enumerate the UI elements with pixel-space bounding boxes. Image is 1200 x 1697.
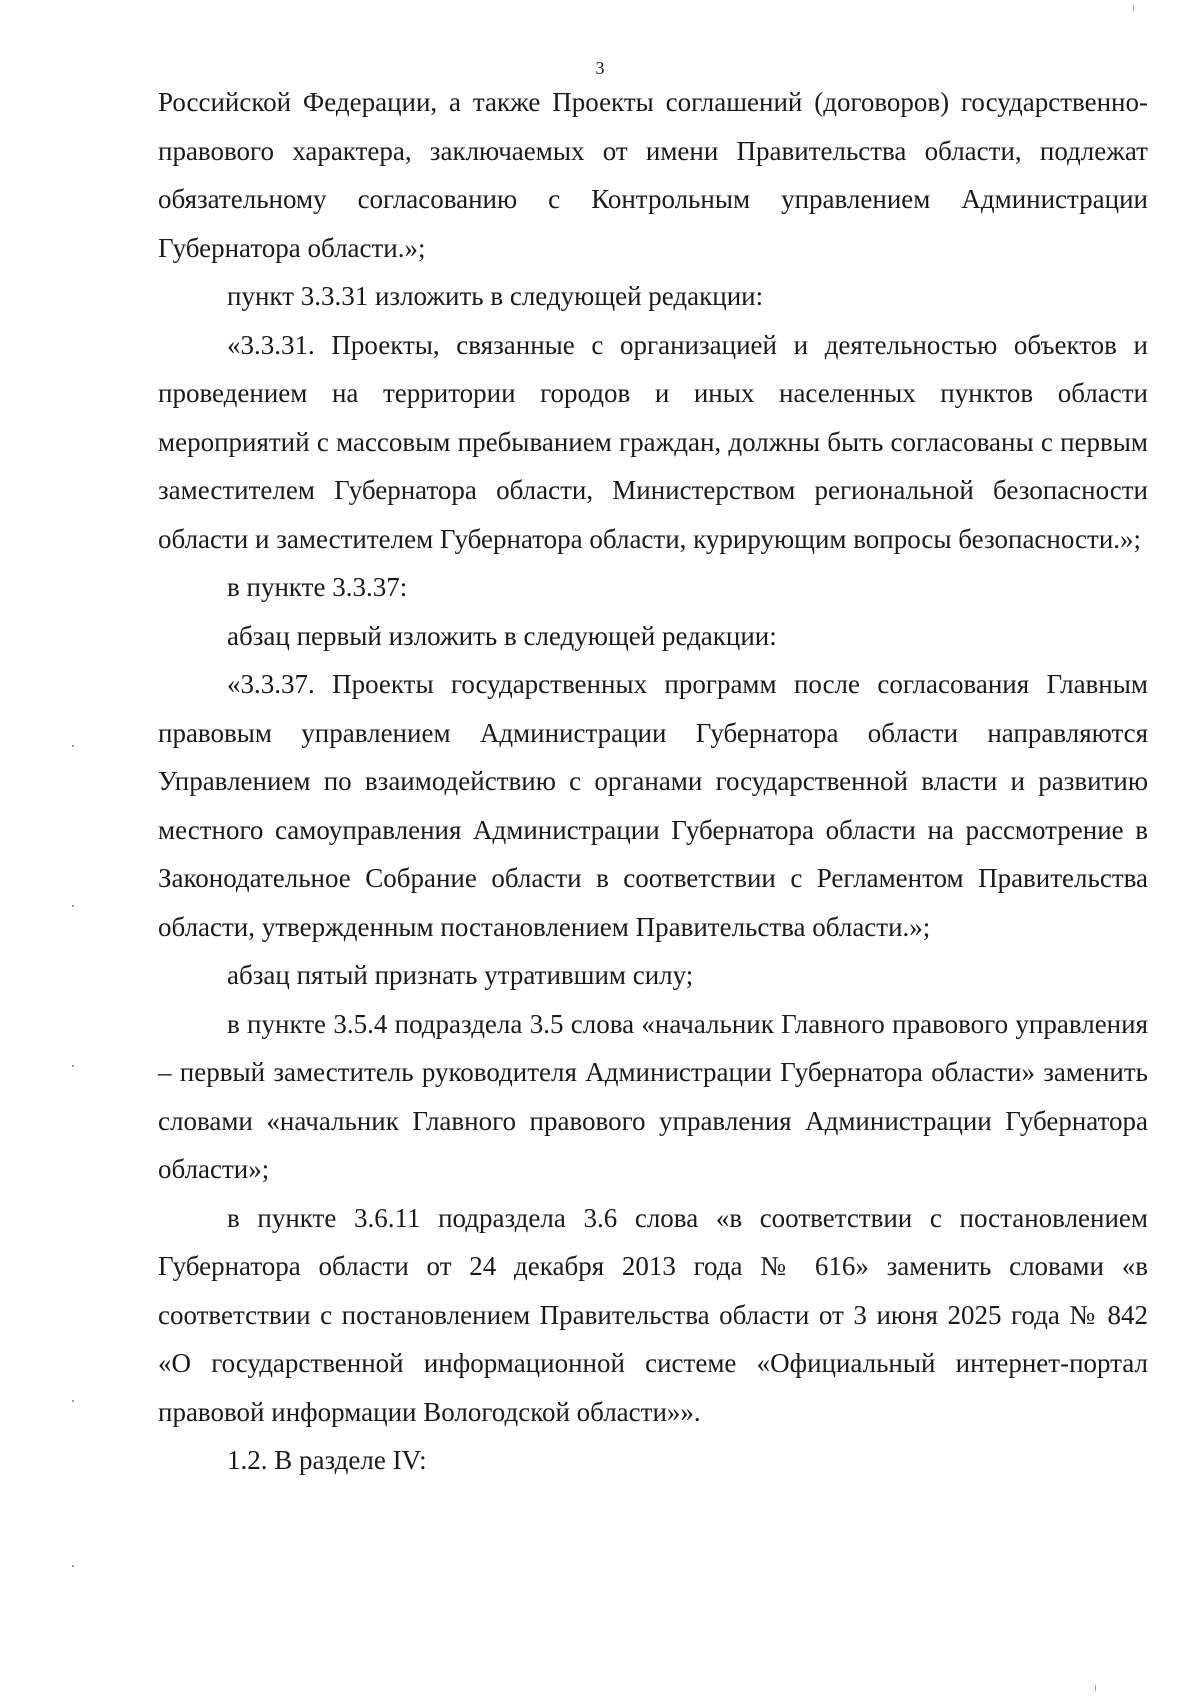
paragraph-item-3-3-31-intro: пункт 3.3.31 изложить в следующей редакции: — [227, 281, 764, 311]
scan-speck — [1095, 1685, 1096, 1691]
paragraph-item-3-5-4: в пункте 3.5.4 подраздела 3.5 слова «начальник Главного правового управления – первый заместитель руководителя Администрации Губернатора области» заменить словами «начальник Главного правового управления Администрации Губернатора области»; — [158, 1008, 1148, 1184]
page-number: 3 — [595, 58, 605, 78]
paragraph-first-abzac-intro: абзац первый изложить в следующей редакции: — [227, 620, 777, 651]
scan-speck — [72, 1565, 74, 1567]
paragraph-section-iv: 1.2. В разделе IV: — [227, 1445, 427, 1475]
paragraph-item-3-6-11: в пункте 3.6.11 подраздела 3.6 слова «в соответствии с постановлением Губернатора области от 24 декабря 2013 года № 616» заменить словами «в соответствии с постановлением Правительства области от 3 июня 2025 года № 842 «О государственной информационной системе «Официальный интернет-портал правовой информации Вологодской области»». — [158, 1202, 1148, 1427]
scan-speck — [72, 1400, 74, 1402]
scan-speck — [72, 905, 74, 907]
paragraph-item-3-3-37-intro: в пункте 3.3.37: — [227, 572, 408, 602]
paragraph-continuation: Российской Федерации, а также Проекты соглашений (договоров) государственно-правового характера, заключаемых от имени Правительства области, подлежат обязательному согласованию с Контрольным управлением Администрации Губернатора области.»; — [158, 87, 1148, 263]
document-body — [158, 78, 1148, 1485]
scan-speck — [1133, 5, 1134, 11]
paragraph-item-3-3-31-text: «3.3.31. Проекты, связанные с организацией и деятельностью объектов и проведением на территории городов и иных населенных пунктов области мероприятий с массовым пребыванием граждан, должны быть согласованы с первым заместителем Губернатора области, Министерством региональной безопасности области и заместителем Губернатора области, курирующим вопросы безопасности.»; — [158, 329, 1148, 554]
paragraph-fifth-abzac: абзац пятый признать утратившим силу; — [227, 960, 694, 990]
scan-speck — [72, 745, 74, 747]
paragraph-item-3-3-37-text: «3.3.37. Проекты государственных программ после согласования Главным правовым управлением Администрации Губернатора области направляются Управлением по взаимодействию с органами государственной власти и развитию местного самоуправления Администрации Губернатора области на рассмотрение в Законодательное Собрание области в соответствии с Регламентом Правительства области, утвержденным постановлением Правительства области.»; — [158, 669, 1148, 942]
scan-speck — [72, 1065, 74, 1067]
